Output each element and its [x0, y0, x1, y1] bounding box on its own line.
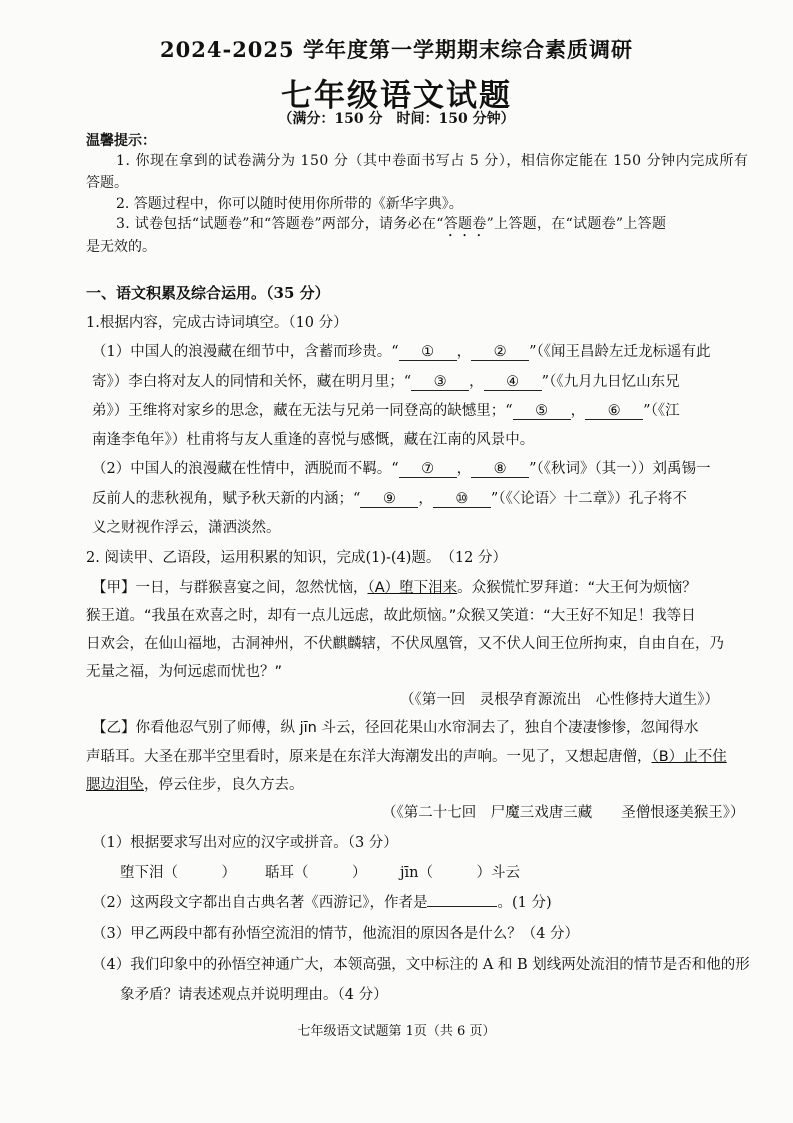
blank-7[interactable]: ⑦ [399, 461, 457, 478]
blank-2[interactable]: ② [471, 344, 529, 361]
blank-3[interactable]: ③ [411, 374, 469, 391]
underline-b-cont: 腮边泪坠 [86, 777, 144, 793]
passage-jia-line1: 【甲】一日，与群猴喜宴之间，忽然忧恼，（A）堕下泪来。众猴慌忙罗拜道：“大王何为烦恼？ [92, 580, 697, 596]
passage-yi-line1: 【乙】你看他忍气别了师傅，纵 jīn 斗云，径回花果山水帘洞去了，独自个凄凄惨惨，忽闻得水 [92, 720, 699, 736]
exam-meta: （满分：150 分 时间：150 分钟） [278, 111, 515, 127]
q1-part2-line3: 义之财视作浮云，潇洒淡然。 [92, 520, 281, 536]
notice-item-3: 3. 试卷包括“试题卷”和“答题卷”两部分，请务必在“答题卷”上答题，在“试题卷”上答题 [116, 216, 667, 232]
blank-9[interactable]: ⑨ [360, 491, 418, 508]
notice-heading: 温馨提示： [86, 133, 156, 149]
underline-b: （B）止不住 [651, 749, 727, 765]
passage-jia-line2: 猴王道。“我虽在欢喜之时，却有一点儿远虑，故此烦恼。”众猴又笑道：“大王好不知足！我等日 [86, 608, 696, 624]
blank-1[interactable]: ① [399, 344, 457, 361]
passage-jia-line3: 日欢会，在仙山福地，古洞神州，不伏麒麟辖，不伏凤凰管，又不伏人间王位所拘束，自由自在，乃 [86, 636, 724, 652]
section-1-heading: 一、语文积累及综合运用。（35 分） [86, 284, 330, 302]
passage-jia-line4: 无量之福，为何远虑而忧也？” [86, 664, 283, 680]
exam-session-title: 2024-2025 学年度第一学期期末综合素质调研 [160, 37, 633, 62]
notice-item-3-cont: 是无效的。 [86, 239, 156, 255]
notice-item-1: 1. 你现在拿到的试卷满分为 150 分（其中卷面书写占 5 分），相信你定能在 150 分钟内完成所有 [116, 153, 749, 169]
underline-a: （A）堕下泪来 [367, 580, 458, 596]
question-2-stem: 2. 阅读甲、乙语段，运用积累的知识，完成(1)-(4)题。 （12 分） [86, 550, 507, 566]
blank-10[interactable]: ⑩ [433, 491, 491, 508]
page-footer: 七年级语文试题第 1页（共 6 页） [297, 1024, 496, 1039]
notice-item-2: 2. 答题过程中，你可以随时使用你所带的《新华字典》。 [116, 196, 463, 212]
notice-item-1-cont: 答题。 [86, 175, 128, 191]
q2-sub2: （2）这两段文字都出自古典名著《西游记》，作者是 。(1 分) [92, 895, 552, 911]
passage-yi-line3: 腮边泪坠，停云住步，良久方去。 [86, 777, 304, 793]
q2-sub1-c[interactable]: jīn（ ）斗云 [400, 865, 520, 881]
passage-jia-source: （《第一回 灵根孕育源流出 心性修持大道生》） [400, 692, 719, 708]
author-blank[interactable] [427, 906, 497, 907]
q1-part1-line2: 寄》）李白将对友人的同情和关怀，藏在明月里；“ ③ ， ④ ”（《九月九日忆山东兄 [92, 374, 680, 390]
q2-sub4-line1: （4）我们印象中的孙悟空神通广大，本领高强，文中标注的 A 和 B 划线两处流泪的情节是否和他的形 [92, 957, 750, 973]
blank-5[interactable]: ⑤ [513, 403, 571, 420]
q2-sub3: （3）甲乙两段中都有孙悟空流泪的情节，他流泪的原因各是什么？（4 分） [92, 926, 580, 942]
passage-yi-source: （《第二十七回 尸魔三戏唐三藏 圣僧恨逐美猴王》） [382, 805, 745, 821]
q2-sub1: （1）根据要求写出对应的汉字或拼音。（3 分） [92, 835, 398, 851]
passage-yi-line2: 声聒耳。大圣在那半空里看时，原来是在东洋大海潮发出的声响。一见了，又想起唐僧，（B）止不住 [86, 749, 727, 765]
q2-sub1-a[interactable]: 堕下泪（ ） [120, 865, 236, 881]
blank-4[interactable]: ④ [484, 374, 542, 391]
exam-title: 七年级语文试题 [281, 78, 512, 114]
blank-8[interactable]: ⑧ [471, 461, 529, 478]
q1-part1-line4: 南逢李龟年》）杜甫将与友人重逢的喜悦与感慨，藏在江南的风景中。 [92, 432, 535, 448]
q2-sub1-b[interactable]: 聒耳（ ） [265, 865, 367, 881]
question-1-stem: 1.根据内容，完成古诗词填空。（10 分） [86, 315, 348, 331]
q2-sub4-line2: 象矛盾？请表述观点并说明理由。（4 分） [120, 987, 388, 1003]
emphasis-answer-sheet: 答题卷 [443, 216, 487, 232]
blank-6[interactable]: ⑥ [585, 403, 643, 420]
q1-part2-line2: 反前人的悲秋视角，赋予秋天新的内涵；“ ⑨ ， ⑩ ”（《〈论语〉十二章》）孔子将不 [92, 491, 687, 507]
q1-part1-line1: （1）中国人的浪漫藏在细节中，含蓄而珍贵。“ ① ， ② ”（《闻王昌龄左迁龙标遥有此 [92, 344, 711, 360]
q1-part2-line1: （2）中国人的浪漫藏在性情中，洒脱而不羁。“ ⑦ ， ⑧ ”（《秋词》（其一））刘禹锡一 [92, 461, 711, 477]
q1-part1-line3: 弟》）王维将对家乡的思念，藏在无法与兄弟一同登高的缺憾里；“ ⑤ ， ⑥ ”（《江 [92, 403, 680, 419]
